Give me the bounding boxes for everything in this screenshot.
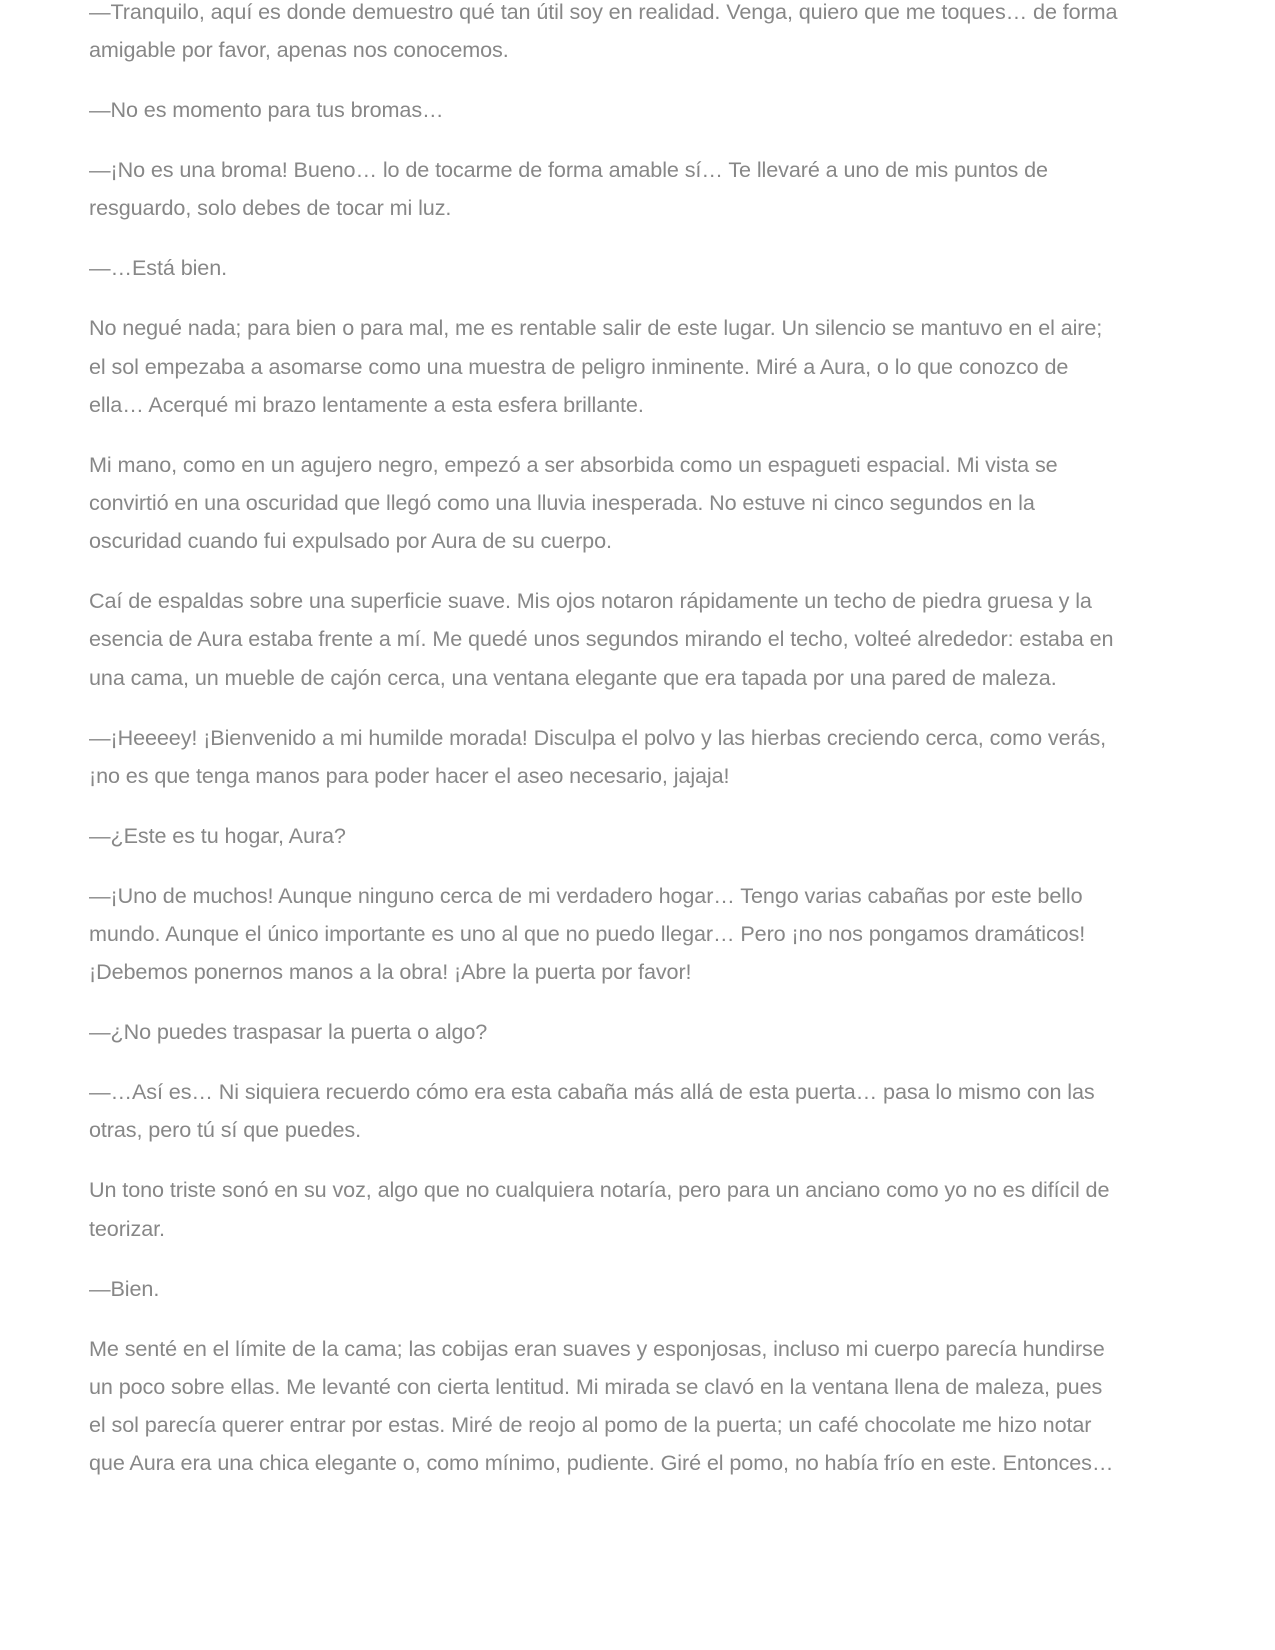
paragraph-dialogue: —¿No puedes traspasar la puerta o algo? [89, 1019, 488, 1045]
paragraph-dialogue: —Tranquilo, aquí es donde demuestro qué tan útil soy en realidad. Venga, quiero que me toques… de forma amigable por favor, apenas nos conocemos. [89, 0, 1118, 63]
paragraph-dialogue: —…Está bien. [89, 255, 228, 281]
paragraph-dialogue: —¿Este es tu hogar, Aura? [89, 822, 346, 848]
document-page [89, 0, 1119, 1504]
paragraph-dialogue: —¡No es una broma! Bueno… lo de tocarme de forma amable sí… Te llevaré a uno de mis puntos de resguardo, solo debes de tocar mi luz. [89, 157, 1048, 221]
paragraph-narration: Un tono triste sonó en su voz, algo que no cualquiera notaría, pero para un anciano como yo no es difícil de teorizar. [89, 1177, 1110, 1241]
paragraph-narration: No negué nada; para bien o para mal, me es rentable salir de este lugar. Un silencio se mantuvo en el aire; el sol empezaba a asomarse como una muestra de peligro inminente. Miré a Aura, o lo que conozco de ella… Acerqué mi brazo lentamente a esta esfera brillante. [89, 315, 1103, 417]
paragraph-dialogue: —¡Uno de muchos! Aunque ninguno cerca de mi verdadero hogar… Tengo varias cabañas por este bello mundo. Aunque el único importante es uno al que no puedo llegar… Pero ¡no nos pongamos dramáticos! ¡Debemos ponernos manos a la obra! ¡Abre la puerta por favor! [89, 882, 1086, 985]
paragraph-narration: Me senté en el límite de la cama; las cobijas eran suaves y esponjosas, incluso mi cuerpo parecía hundirse un poco sobre ellas. Me levanté con cierta lentitud. Mi mirada se clavó en la ventana llena de maleza, pues el sol parecía querer entrar por estas. Miré de reojo al pomo de la puerta; un café chocolate me hizo notar que Aura era una chica elegante o, como mínimo, pudiente. Giré el pomo, no había frío en este. Entonces… [89, 1335, 1114, 1476]
paragraph-dialogue: —…Así es… Ni siquiera recuerdo cómo era esta cabaña más allá de esta puerta… pasa lo mismo con las otras, pero tú sí que puedes. [89, 1079, 1095, 1143]
paragraph-dialogue: —Bien. [89, 1275, 160, 1301]
paragraph-dialogue: —¡Heeeey! ¡Bienvenido a mi humilde morada! Disculpa el polvo y las hierbas creciendo cerca, como verás, ¡no es que tenga manos para poder hacer el aseo necesario, jajaja! [89, 724, 1107, 788]
paragraph-narration: Mi mano, como en un agujero negro, empezó a ser absorbida como un espagueti espacial. Mi vista se convirtió en una oscuridad que llegó como una lluvia inesperada. No estuve ni cinco segundos en la oscuridad cuando fui expulsado por Aura de su cuerpo. [89, 451, 1058, 554]
paragraph-narration: Caí de espaldas sobre una superficie suave. Mis ojos notaron rápidamente un techo de piedra gruesa y la esencia de Aura estaba frente a mí. Me quedé unos segundos mirando el techo, volteé alrededor: estaba en una cama, un mueble de cajón cerca, una ventana elegante que era tapada por una pared de maleza. [89, 588, 1114, 690]
paragraph-dialogue: —No es momento para tus bromas… [89, 97, 444, 123]
